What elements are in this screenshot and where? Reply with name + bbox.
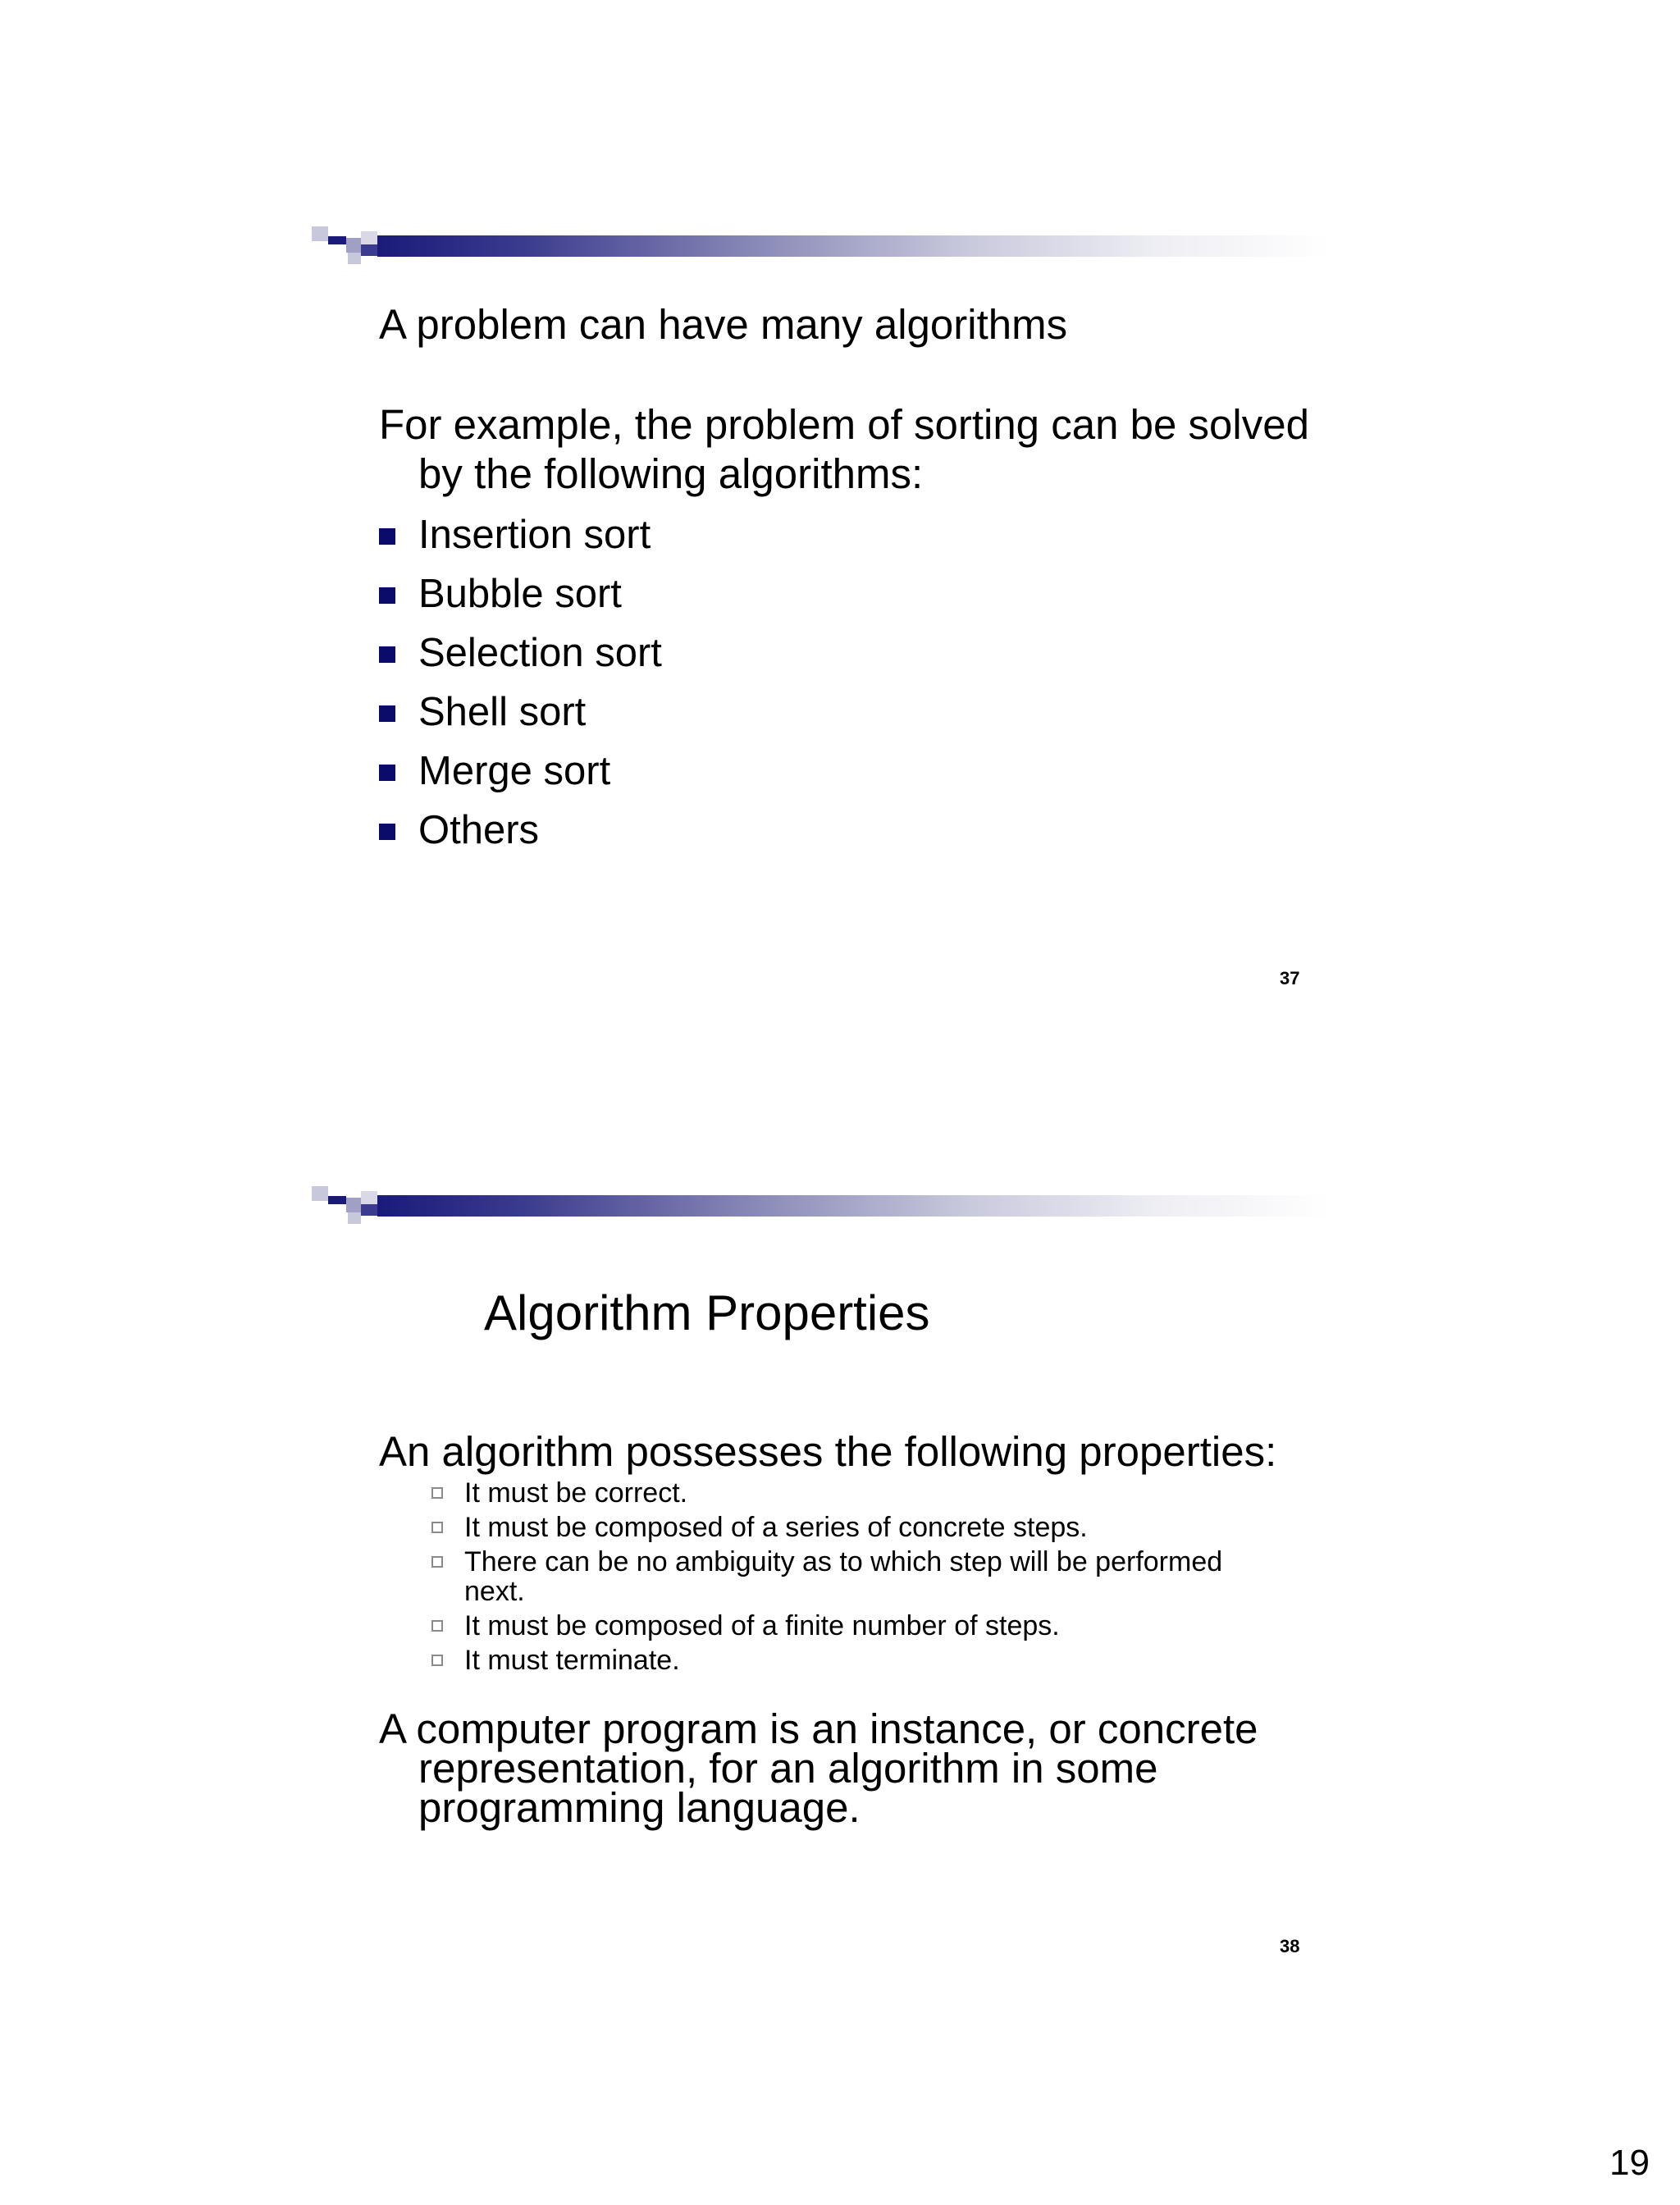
- closing-line-3: programming language.: [418, 1784, 861, 1831]
- slide-header-bar: [312, 221, 1329, 271]
- slide-intro: A problem can have many algorithms: [379, 301, 1068, 348]
- list-item: It must terminate.: [431, 1646, 1268, 1675]
- slide-38: [312, 1181, 1329, 1969]
- square-bullet-icon: [379, 587, 395, 604]
- slide-page-number: 38: [1280, 1936, 1300, 1956]
- closing-statement: [379, 1705, 1258, 1831]
- slide-page-number: 37: [1280, 968, 1300, 988]
- sheet-page-number: 19: [1609, 2143, 1650, 2183]
- square-bullet-icon: [379, 765, 395, 781]
- square-bullet-icon: [379, 705, 395, 722]
- slide-37: [312, 221, 1329, 1009]
- list-item: There can be no ambiguity as to which step will be performed next.: [431, 1547, 1268, 1606]
- list-item: Insertion sort: [379, 505, 662, 564]
- example-line-1: For example, the problem of sorting can be solved: [379, 401, 1309, 448]
- list-item: Shell sort: [379, 682, 662, 742]
- list-item: It must be correct.: [431, 1478, 1268, 1508]
- square-bullet-icon: [379, 528, 395, 545]
- properties-list: [431, 1478, 1268, 1680]
- square-bullet-icon: [379, 824, 395, 840]
- properties-intro: An algorithm possesses the following properties:: [379, 1428, 1277, 1475]
- example-line-2: by the following algorithms:: [418, 450, 924, 497]
- closing-line-2: representation, for an algorithm in some: [418, 1745, 1158, 1792]
- list-item: It must be composed of a finite number of steps.: [431, 1611, 1268, 1641]
- algorithm-list: [379, 505, 662, 860]
- checkbox-bullet-icon: [431, 1655, 443, 1666]
- list-item: Selection sort: [379, 623, 662, 682]
- list-item: Merge sort: [379, 742, 662, 801]
- list-item: It must be composed of a series of concrete steps.: [431, 1513, 1268, 1542]
- square-bullet-icon: [379, 646, 395, 663]
- checkbox-bullet-icon: [431, 1487, 443, 1499]
- slide-header-bar: [312, 1181, 1329, 1230]
- list-item: Bubble sort: [379, 564, 662, 623]
- list-item: Others: [379, 801, 662, 860]
- slide-heading: Algorithm Properties: [484, 1285, 930, 1340]
- checkbox-bullet-icon: [431, 1556, 443, 1568]
- closing-line-1: A computer program is an instance, or concrete: [379, 1705, 1258, 1752]
- checkbox-bullet-icon: [431, 1620, 443, 1632]
- checkbox-bullet-icon: [431, 1522, 443, 1533]
